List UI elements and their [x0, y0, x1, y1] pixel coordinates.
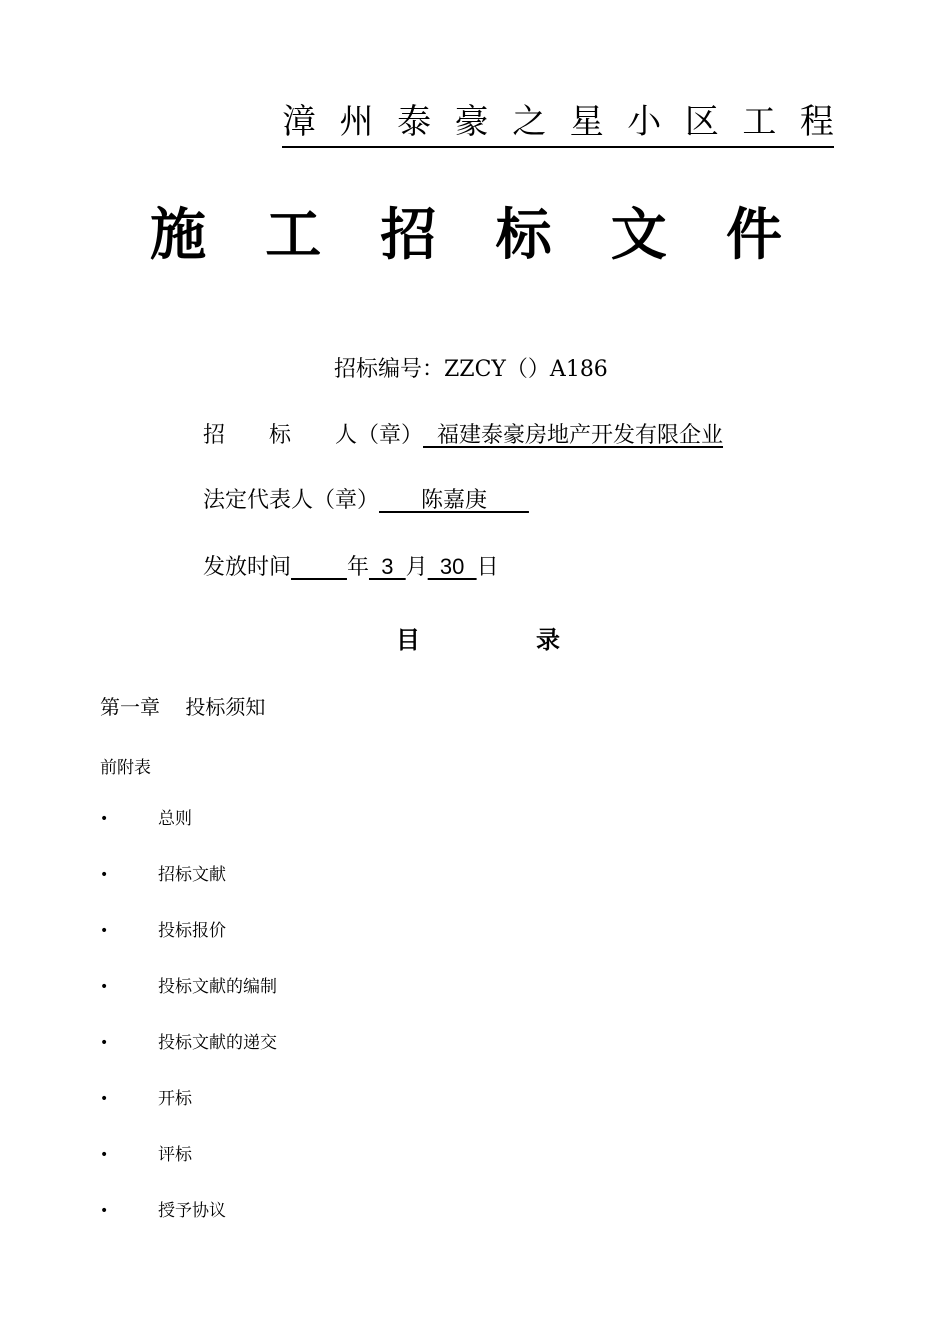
project-subtitle	[282, 98, 834, 148]
toc-item	[100, 1030, 277, 1086]
subtitle-char: 豪	[454, 102, 489, 142]
toc-item	[100, 1198, 277, 1254]
toc-item	[100, 974, 277, 1030]
bullet-icon: •	[100, 979, 109, 995]
toc-item	[100, 862, 277, 918]
toc-item-label: 总则	[158, 809, 192, 829]
subtitle-char: 工	[742, 102, 777, 142]
toc-item-label: 招标文献	[158, 865, 226, 885]
bullet-icon: •	[100, 1147, 109, 1163]
bid-number: 招标编号：ZZCY（）A186	[334, 357, 608, 382]
bullet-icon: •	[100, 1203, 109, 1219]
title-char: 招	[380, 203, 437, 268]
toc-item-label: 投标文献的编制	[158, 977, 277, 997]
bullet-icon: •	[100, 811, 109, 827]
toc-item	[100, 1086, 277, 1142]
document-title	[150, 196, 782, 276]
day-value: 30	[427, 554, 477, 579]
bullet-icon: •	[100, 867, 109, 883]
subtitle-char: 之	[512, 102, 547, 142]
bullet-icon: •	[100, 1091, 109, 1107]
subtitle-char: 泰	[397, 102, 432, 142]
toc-item-label: 投标报价	[158, 921, 226, 941]
legal-rep-line	[203, 485, 529, 517]
tenderer-line	[203, 420, 723, 452]
toc-list	[100, 806, 277, 1254]
legal-rep-label: 法定代表人（章）	[203, 488, 380, 513]
subtitle-char: 程	[799, 102, 834, 142]
legal-rep-value: 陈嘉庚	[379, 488, 529, 513]
subtitle-char: 州	[339, 102, 374, 142]
toc-item	[100, 1142, 277, 1198]
toc-item	[100, 918, 277, 974]
title-char: 件	[725, 203, 782, 268]
toc-heading-char: 录	[536, 626, 560, 654]
issue-label: 发放时间	[203, 555, 292, 580]
issue-date-line	[203, 551, 499, 584]
title-char: 工	[265, 203, 322, 268]
toc-item-label: 授予协议	[158, 1201, 226, 1221]
bullet-icon: •	[100, 923, 109, 939]
toc-heading-char: 目	[396, 626, 420, 654]
issue-year-blank	[291, 555, 347, 580]
toc-item-label: 评标	[158, 1145, 192, 1165]
month-label: 月	[405, 555, 428, 580]
toc-item-label: 投标文献的递交	[158, 1033, 277, 1053]
toc-heading	[396, 622, 560, 658]
title-char: 施	[150, 203, 206, 268]
year-label: 年	[346, 555, 369, 580]
bullet-icon: •	[100, 1035, 109, 1051]
title-char: 文	[610, 203, 667, 268]
tenderer-value: 福建泰豪房地产开发有限企业	[423, 423, 724, 448]
month-value: 3	[368, 554, 406, 579]
toc-pre-table: 前附表	[100, 758, 151, 778]
subtitle-char: 漳	[282, 102, 316, 142]
subtitle-char: 小	[627, 102, 662, 142]
subtitle-char: 区	[684, 102, 719, 142]
subtitle-char: 星	[569, 102, 604, 142]
toc-item	[100, 806, 277, 862]
day-label: 日	[476, 555, 499, 580]
toc-chapter: 第一章 投标须知	[100, 695, 266, 719]
title-char: 标	[495, 203, 552, 268]
tenderer-label: 招 标 人（章）	[203, 423, 424, 448]
toc-item-label: 开标	[158, 1089, 192, 1109]
